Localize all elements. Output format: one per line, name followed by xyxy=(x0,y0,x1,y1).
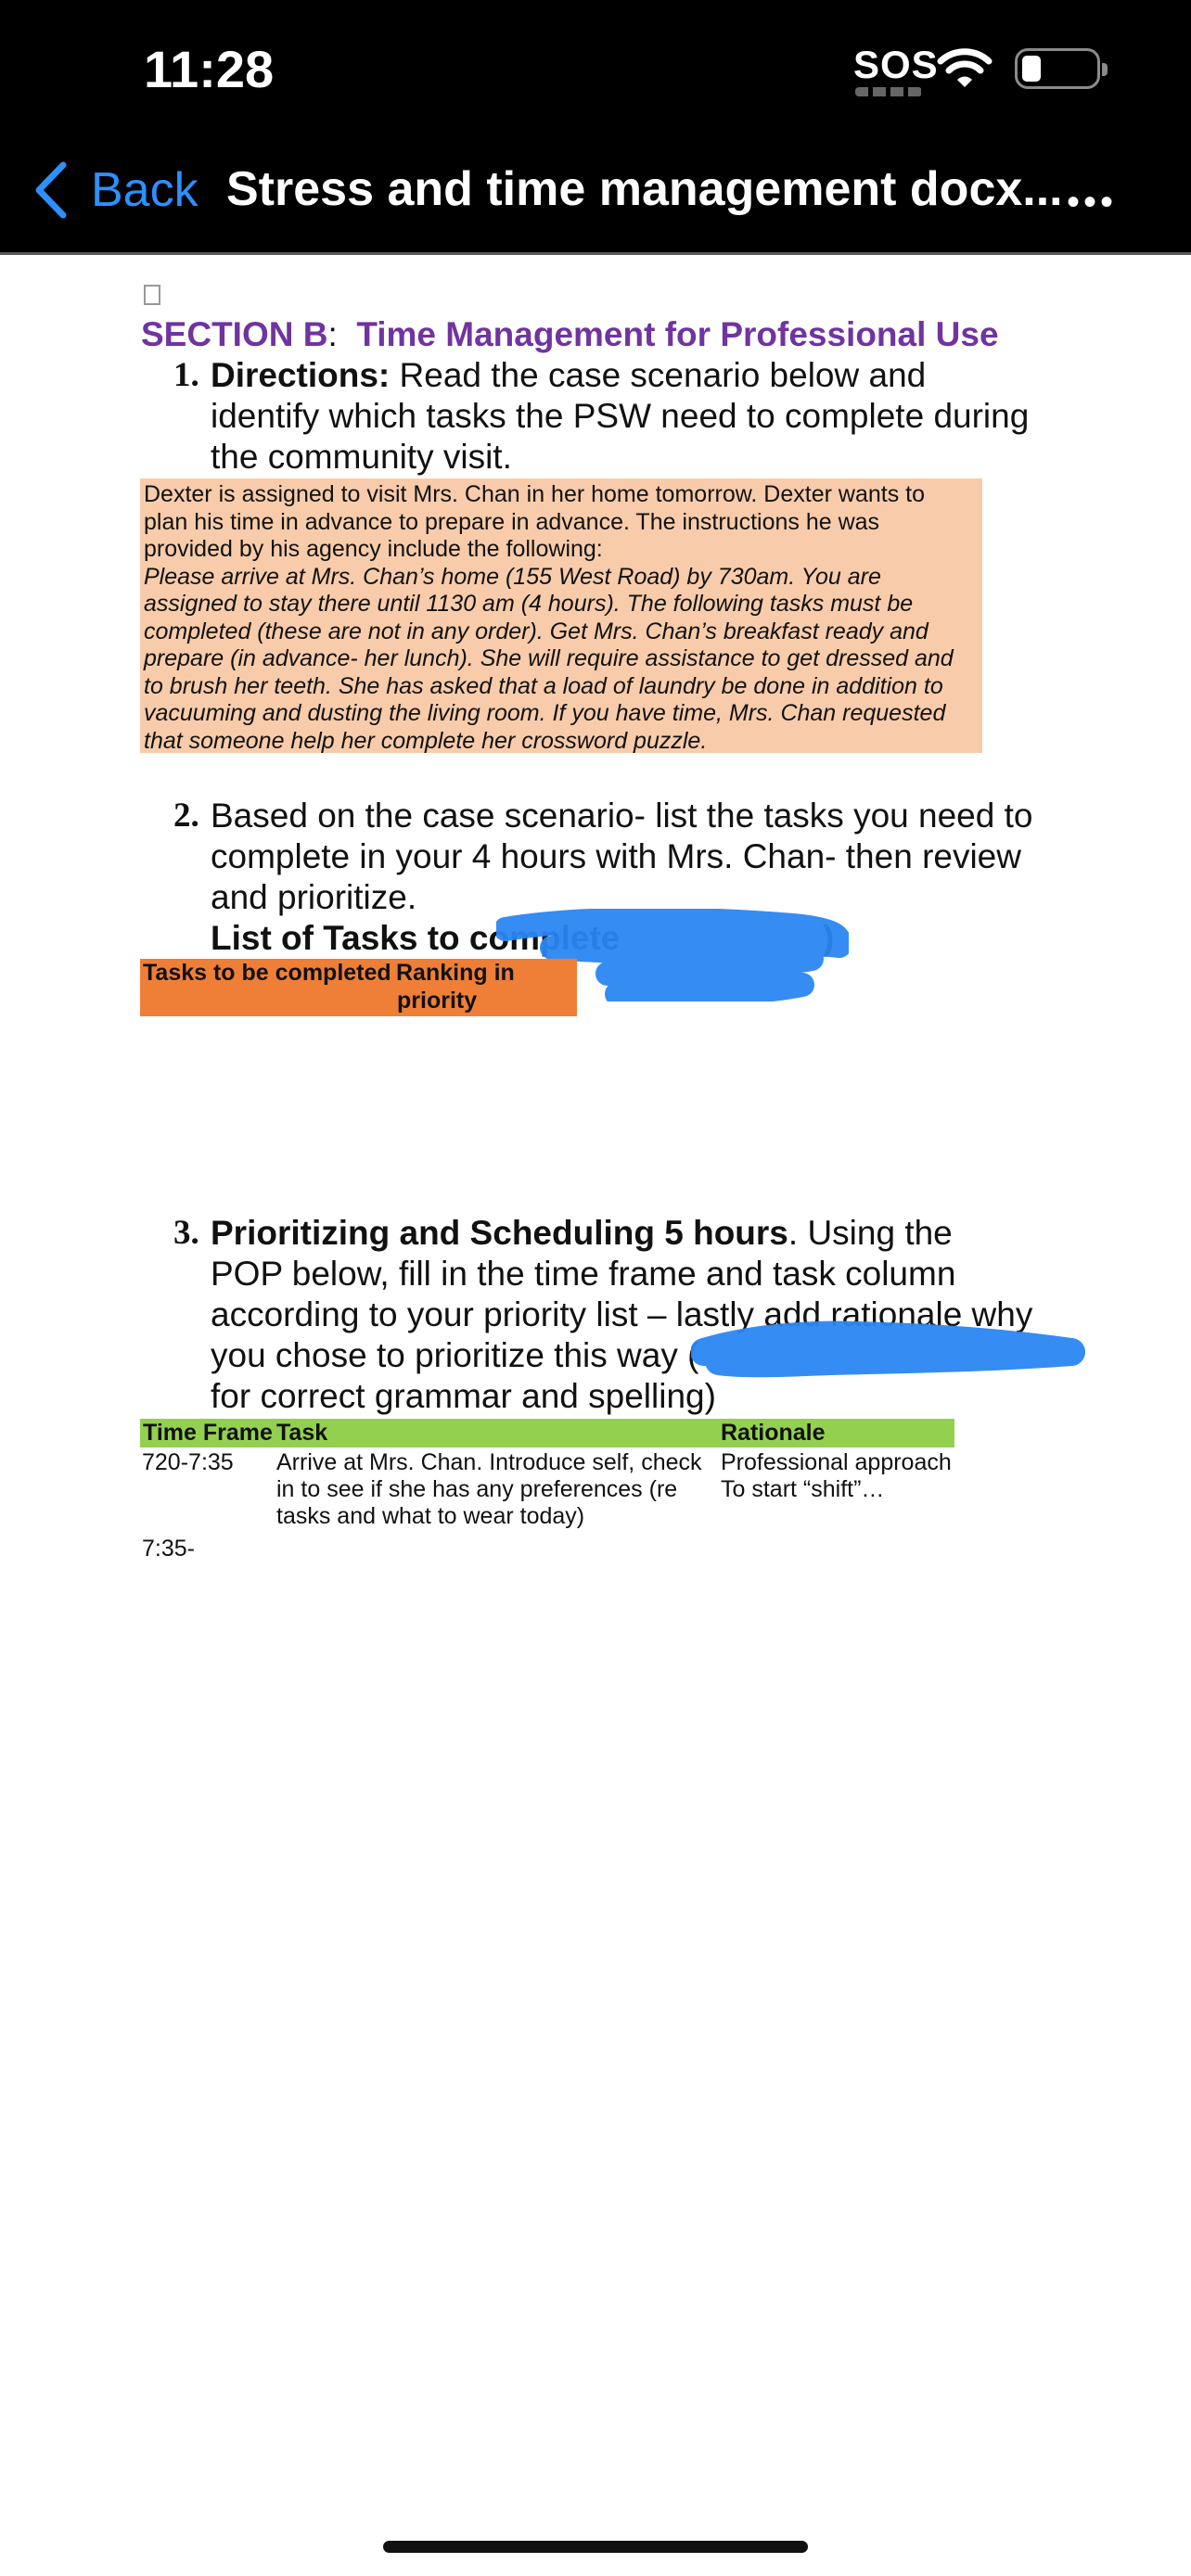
q1-line: identify which tasks the PSW need to complete during xyxy=(211,397,1030,435)
question-number: 2. xyxy=(173,797,199,835)
schedule-table-header xyxy=(140,1419,954,1447)
rationale-line: To start “shift”… xyxy=(721,1476,885,1502)
document-title: Stress and time management docx... xyxy=(226,162,1063,216)
section-title: Time Management for Professional Use xyxy=(356,315,999,353)
scenario-line: vacuuming and dusting the living room. If you have time, Mrs. Chan requested xyxy=(144,700,946,726)
column-header-task: Task xyxy=(276,1420,328,1446)
home-indicator[interactable] xyxy=(383,2541,808,2553)
wifi-icon xyxy=(937,46,992,94)
directions-label: Directions: xyxy=(211,356,391,394)
scenario-line: provided by his agency include the following: xyxy=(144,536,603,562)
sos-indicator: SOS xyxy=(853,43,939,86)
task-line: in to see if she has any preferences (re xyxy=(276,1476,678,1502)
chevron-left-icon xyxy=(33,161,69,219)
back-label: Back xyxy=(91,163,198,217)
q3-line: POP below, fill in the time frame and task column xyxy=(211,1255,956,1293)
q3-line: . Using the xyxy=(788,1214,953,1252)
table-cell-time: 7:35- xyxy=(142,1536,195,1562)
q2-line: and prioritize. xyxy=(211,878,417,916)
scenario-line: completed (these are not in any order). Get Mrs. Chan’s breakfast ready and xyxy=(144,618,928,644)
section-colon: : xyxy=(327,315,338,353)
section-heading xyxy=(141,315,999,354)
table-cell-time: 720-7:35 xyxy=(142,1449,234,1475)
tasks-table-header xyxy=(140,959,577,1016)
q1-line: Read the case scenario below and xyxy=(390,356,927,394)
question-number: 3. xyxy=(173,1214,199,1252)
table-cell-task xyxy=(276,1449,712,1530)
column-header-rationale: Rationale xyxy=(721,1420,826,1446)
table-cell-rationale xyxy=(721,1449,962,1503)
task-line: tasks and what to wear today) xyxy=(276,1503,585,1529)
more-options-button[interactable]: ••• xyxy=(1067,182,1118,223)
scenario-line: to brush her teeth. She has asked that a load of laundry be done in addition to xyxy=(144,672,943,699)
q3-line: you chose to prioritize this way ( xyxy=(211,1336,699,1374)
ranking-line: priority xyxy=(397,988,478,1014)
ranking-line: Ranking in xyxy=(396,960,515,986)
scenario-line: Dexter is assigned to visit Mrs. Chan in her home tomorrow. Dexter wants to xyxy=(144,481,925,507)
q1-line: the community visit. xyxy=(211,438,512,476)
list-heading-tail: ) xyxy=(823,919,835,957)
case-scenario-box xyxy=(140,478,982,753)
scenario-line: plan his time in advance to prepare in advance. The instructions he was xyxy=(144,508,880,535)
scenario-line: Please arrive at Mrs. Chan’s home (155 West Road) by 730am. You are xyxy=(144,563,881,590)
q2-line: complete in your 4 hours with Mrs. Chan- then review xyxy=(211,837,1021,875)
question-number: 1. xyxy=(173,356,199,394)
scenario-line: assigned to stay there until 1130 am (4 hours). The following tasks must be xyxy=(144,591,914,617)
rationale-line: Professional approach xyxy=(721,1449,952,1475)
status-time: 11:28 xyxy=(144,40,275,98)
battery-icon xyxy=(1015,48,1100,89)
nav-divider xyxy=(0,252,1191,255)
section-label: SECTION B xyxy=(141,315,328,353)
redaction-scribble xyxy=(691,1315,1085,1380)
scenario-line: prepare (in advance- her lunch). She will require assistance to get dressed and xyxy=(144,645,954,671)
task-line: Arrive at Mrs. Chan. Introduce self, check xyxy=(276,1449,702,1475)
signal-bars-icon xyxy=(855,87,922,96)
q3-bold: Prioritizing and Scheduling 5 hours xyxy=(211,1214,788,1252)
q3-line: for correct grammar and spelling) xyxy=(211,1377,716,1415)
column-header-ranking xyxy=(396,959,515,1014)
q3-line: according to your priority list – lastly add rationale why xyxy=(211,1295,1033,1333)
scenario-line: that someone help her complete her crossword puzzle. xyxy=(144,727,708,754)
column-header-tasks: Tasks to be completed xyxy=(143,960,391,986)
list-heading-text: List of Tasks to complete xyxy=(211,919,621,957)
question-1 xyxy=(173,355,1030,478)
q2-line: Based on the case scenario- list the tasks you need to xyxy=(211,797,1033,835)
back-button[interactable] xyxy=(33,158,198,223)
checkbox-placeholder xyxy=(144,285,160,305)
column-header-time-frame: Time Frame xyxy=(143,1420,273,1446)
